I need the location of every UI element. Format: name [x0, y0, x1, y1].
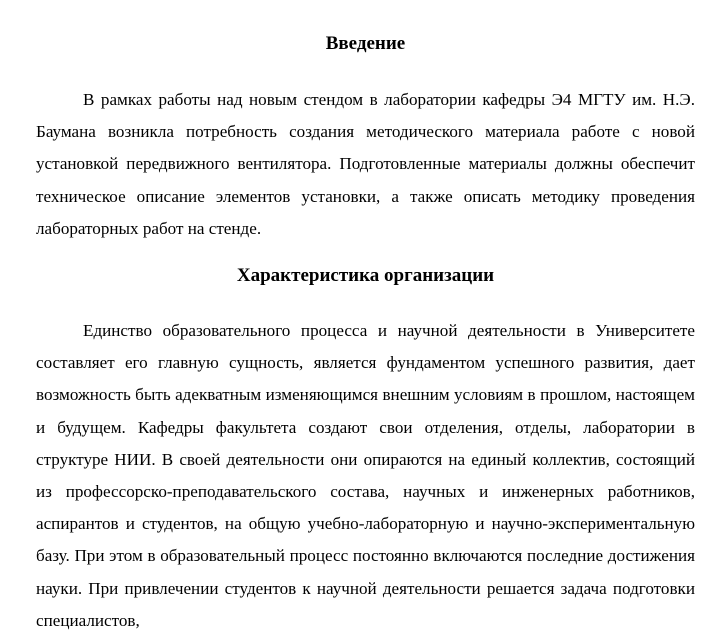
organization-paragraph: Единство образовательного процесса и научной деятельности в Университете составляет его главную сущность, является фундаментом успешного развития, дает возможность быть адекватным изменяющимся внешним условиям в прошлом, настоящем и будущем. Кафедры факультета создают свои отделения, отделы, лаборатории в структуре НИИ. В своей деятельности они опираются на единый коллектив, состоящий из профессорско-преподавательского состава, научных и инженерных работников, аспирантов и студентов, на общую учебно-лабораторную и научно-экспериментальную базу. При этом в образовательный процесс постоянно включаются последние достижения науки. При привлечении студентов к научной деятельности решается задача подготовки специалистов,	[36, 321, 695, 630]
section-heading-introduction: Введение	[325, 33, 406, 54]
introduction-paragraph: В рамках работы над новым стендом в лаборатории кафедры Э4 МГТУ им. Н.Э. Баумана возникла потребность создания методического материала работе с новой установкой передвижного вентилятора. Подготовленные материалы должны обеспечит техническое описание элементов установки, а также описать методику проведения лабораторных работ на стенде.	[36, 90, 695, 238]
section-heading-organization: Характеристика организации	[236, 265, 495, 286]
